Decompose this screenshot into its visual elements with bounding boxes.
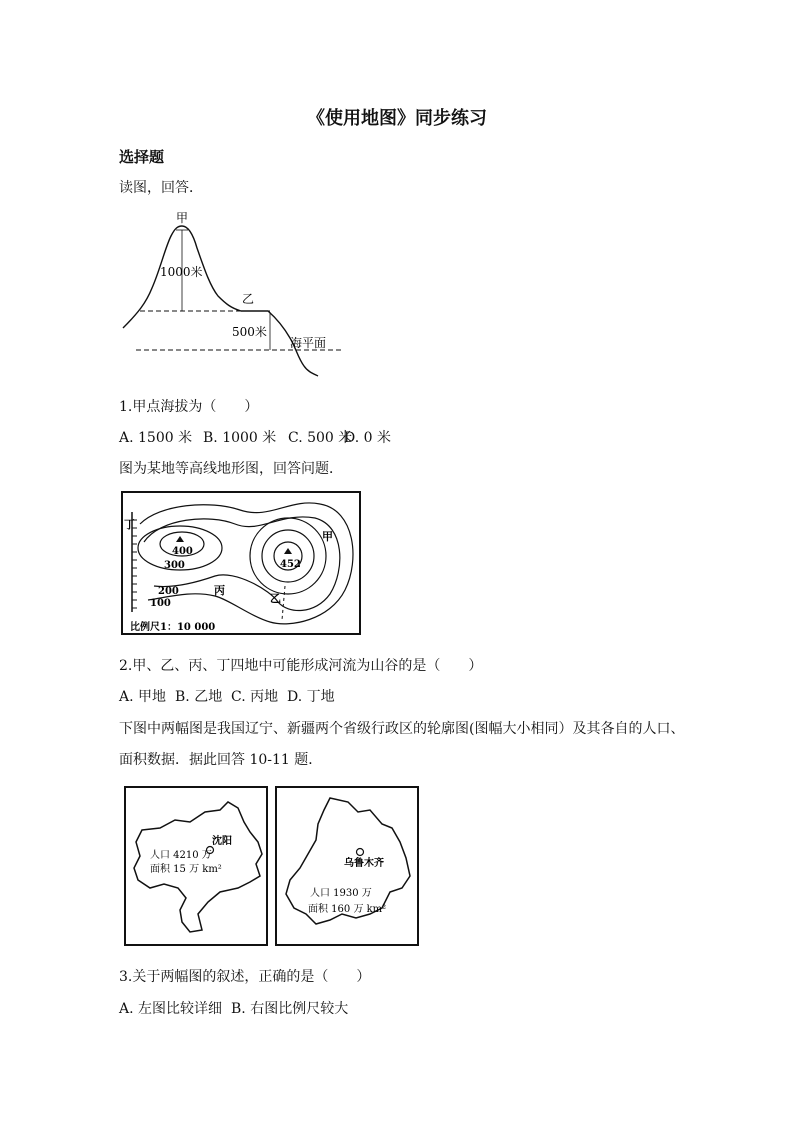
question-1-options bbox=[119, 427, 391, 447]
intro-text-2: 图为某地等高线地形图，回答问题． bbox=[119, 461, 343, 477]
peak-left-icon bbox=[176, 536, 184, 542]
mountain-profile-figure bbox=[118, 208, 350, 380]
left-area: 面积 15 万 km² bbox=[150, 864, 222, 875]
question-3: 3.关于两幅图的叙述，正确的是（ ） bbox=[119, 969, 371, 985]
right-city: 乌鲁木齐 bbox=[344, 858, 384, 869]
q1-option-c[interactable]: C. 500 米 bbox=[288, 430, 353, 446]
question-2: 2.甲、乙、丙、丁四地中可能形成河流为山谷的是（ ） bbox=[119, 658, 483, 674]
q1-option-b[interactable]: B. 1000 米 bbox=[203, 430, 277, 446]
label-jia-contour: 甲 bbox=[322, 530, 333, 543]
province-maps-figure bbox=[120, 784, 424, 948]
contour-400: 400 bbox=[172, 546, 193, 557]
label-1000m: 1000米 bbox=[160, 265, 203, 279]
contour-map-figure bbox=[120, 490, 364, 638]
label-500m: 500米 bbox=[232, 325, 267, 339]
q2-option-d[interactable]: D. 丁地 bbox=[287, 689, 335, 705]
page-title: 《使用地图》同步练习 bbox=[307, 108, 487, 129]
contour-100: 100 bbox=[150, 598, 171, 609]
q2-option-a[interactable]: A. 甲地 bbox=[119, 689, 167, 705]
label-jia: 甲 bbox=[176, 211, 189, 225]
question-1: 1.甲点海拔为（ ） bbox=[119, 399, 259, 415]
q3-option-b[interactable]: B. 右图比例尺较大 bbox=[231, 1001, 349, 1017]
intro-text-3-line-2: 面积数据．据此回答 10-11 题． bbox=[119, 752, 323, 768]
q3-option-a[interactable]: A. 左图比较详细 bbox=[119, 1001, 223, 1017]
peak-right-icon bbox=[284, 548, 292, 554]
left-population: 人口 4210 万 bbox=[150, 850, 212, 861]
right-area: 面积 160 万 km² bbox=[308, 904, 387, 915]
label-sea-level: 海平面 bbox=[290, 336, 327, 350]
intro-text: 读图，回答． bbox=[119, 180, 203, 196]
q1-option-a[interactable]: A. 1500 米 bbox=[119, 430, 193, 446]
label-bing: 丙 bbox=[214, 584, 225, 597]
map-scale: 比例尺1：10 000 bbox=[130, 622, 216, 633]
right-population: 人口 1930 万 bbox=[310, 888, 372, 899]
question-3-options bbox=[119, 998, 348, 1018]
section-heading: 选择题 bbox=[119, 148, 165, 166]
label-yi-contour: 乙 bbox=[270, 592, 281, 605]
label-yi: 乙 bbox=[242, 292, 255, 306]
left-city: 沈阳 bbox=[212, 836, 232, 847]
q2-option-c[interactable]: C. 丙地 bbox=[231, 689, 279, 705]
intro-text-3-line-1: 下图中两幅图是我国辽宁、新疆两个省级行政区的轮廓图(图幅大小相同）及其各自的人口、 bbox=[119, 721, 685, 737]
contour-300: 300 bbox=[164, 560, 185, 571]
q1-option-d[interactable]: D. 0 米 bbox=[344, 430, 391, 446]
q2-option-b[interactable]: B. 乙地 bbox=[175, 689, 223, 705]
contour-452: 452 bbox=[280, 559, 301, 570]
urumqi-city-icon bbox=[357, 849, 364, 856]
question-2-options bbox=[119, 686, 335, 706]
label-ding: 丁 bbox=[124, 518, 135, 531]
contour-200: 200 bbox=[158, 586, 179, 597]
